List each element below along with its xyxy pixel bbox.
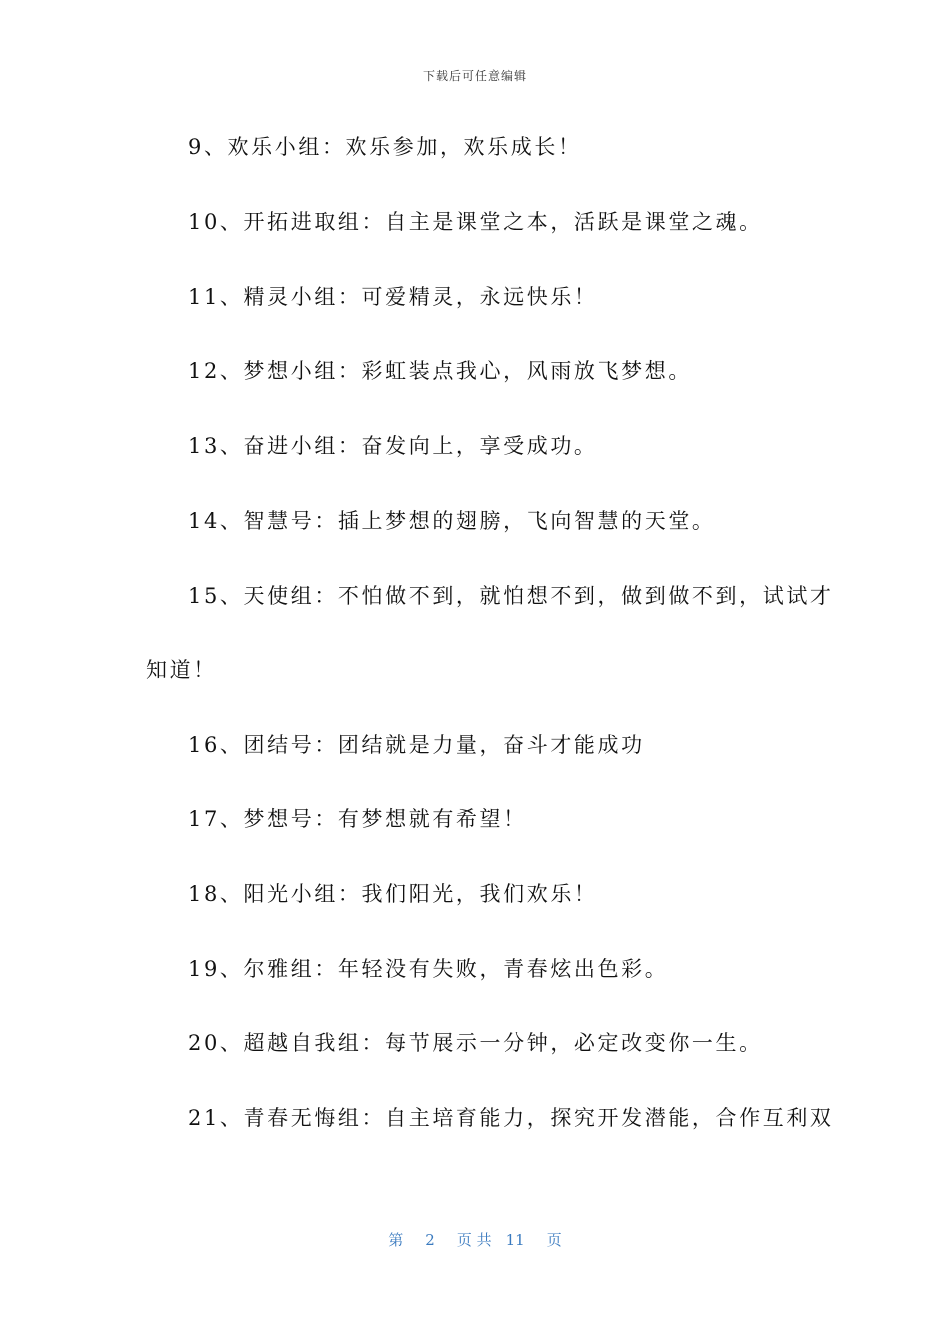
list-item: 16、团结号：团结就是力量，奋斗才能成功	[188, 733, 645, 757]
page-header-note: 下载后可任意编辑	[422, 69, 527, 83]
list-item: 14、智慧号：插上梦想的翅膀，飞向智慧的天堂。	[188, 509, 716, 533]
total-pages-number: 11	[505, 1231, 525, 1249]
list-item: 12、梦想小组：彩虹装点我心，风雨放飞梦想。	[188, 359, 692, 383]
footer-middle: 页 共	[456, 1231, 492, 1249]
list-item: 17、梦想号：有梦想就有希望！	[188, 807, 527, 831]
list-item: 11、精灵小组：可爱精灵，永远快乐！	[188, 285, 598, 309]
current-page-number: 2	[425, 1231, 435, 1249]
footer-suffix: 页	[546, 1231, 562, 1249]
list-item: 18、阳光小组：我们阳光，我们欢乐！	[188, 882, 598, 906]
list-item: 10、开拓进取组：自主是课堂之本，活跃是课堂之魂。	[188, 210, 763, 234]
list-item: 21、青春无悔组：自主培育能力，探究开发潜能，合作互利双	[188, 1106, 834, 1130]
page-number-footer	[0, 1229, 950, 1250]
list-item: 19、尔雅组：年轻没有失败，青春炫出色彩。	[188, 957, 669, 981]
list-item: 20、超越自我组：每节展示一分钟，必定改变你一生。	[188, 1031, 763, 1055]
list-item: 15、天使组：不怕做不到，就怕想不到，做到做不到，试试才	[188, 584, 834, 608]
list-item-continuation: 知道！	[146, 658, 217, 682]
list-item: 13、奋进小组：奋发向上，享受成功。	[188, 434, 598, 458]
list-item: 9、欢乐小组：欢乐参加，欢乐成长！	[188, 135, 582, 159]
footer-prefix: 第	[388, 1231, 404, 1249]
